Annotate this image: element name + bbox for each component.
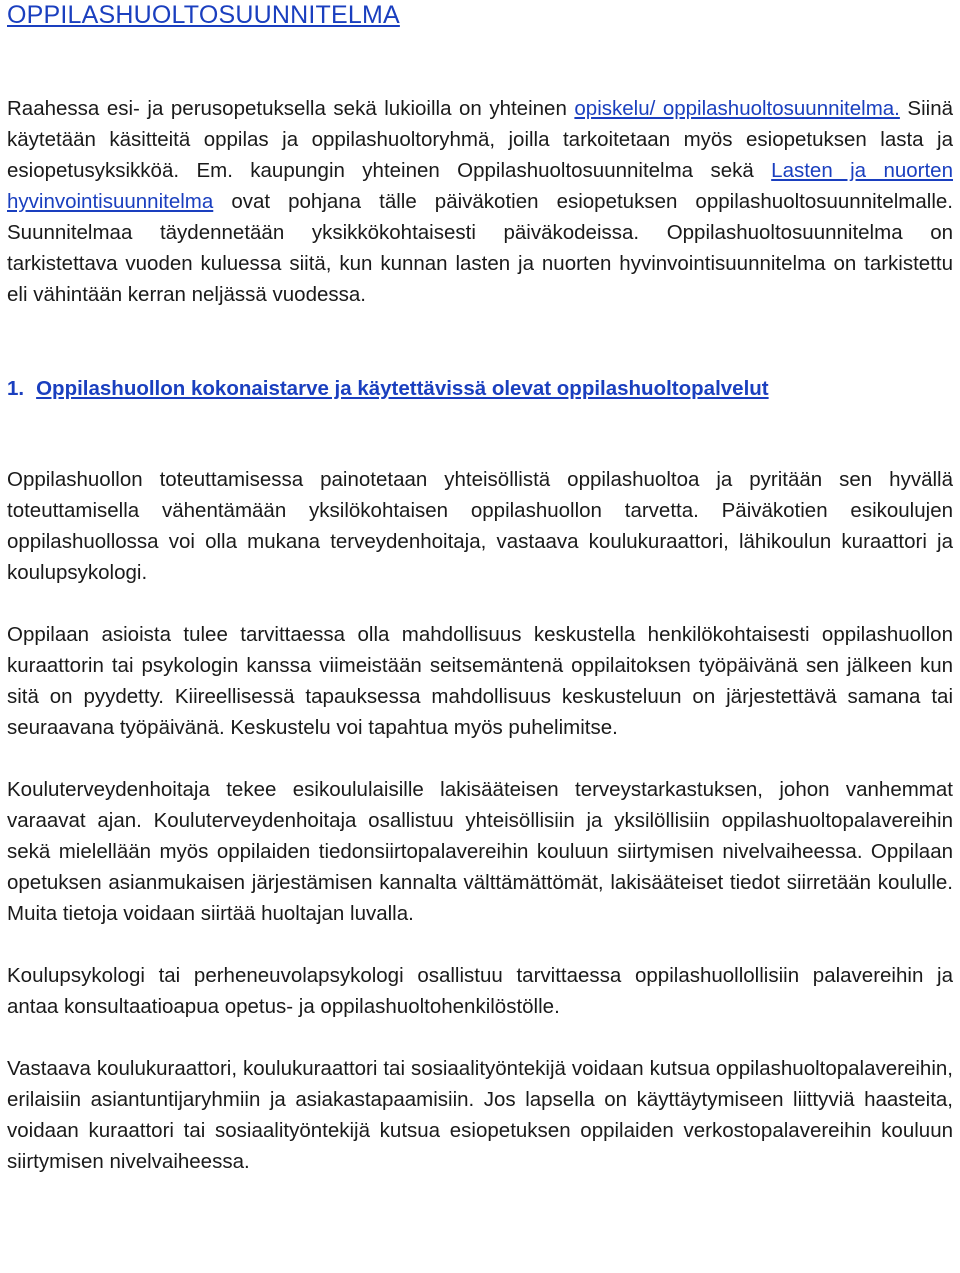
paragraph-kouluterveydenhoitaja: Kouluterveydenhoitaja tekee esikoululaisille lakisääteisen terveystarkastuksen, johon vanhemmat varaavat ajan. Kouluterveydenhoitaja osallistuu yhteisöllisiin ja yksilöllisiin oppilashuoltopalavereihin sekä mielellään myös oppilaiden tiedonsiirtopalavereihin kouluun siirtymisen nivelvaiheessa. Oppilaan opetuksen asianmukaisen järjestämisen kannalta välttämättömät, lakisääteiset tiedot siirretään koululle. Muita tietoja voidaan siirtää huoltajan luvalla. <box>7 778 953 925</box>
paragraph-yhteisollinen-oppilashuolto: Oppilashuollon toteuttamisessa painotetaan yhteisöllistä oppilashuoltoa ja pyritään sen hyvällä toteuttamisella vähentämään yksilökohtaisen oppilashuollon tarvetta. Päiväkotien esikoulujen oppilashuollossa voi olla mukana terveydenhoitaja, vastaava koulukuraattori, lähikoulun kuraattori ja koulupsykologi. <box>7 468 953 584</box>
paragraph-keskustelu: Oppilaan asioista tulee tarvittaessa olla mahdollisuus keskustella henkilökohtaisesti oppilashuollon kuraattorin tai psykologin kanssa viimeistään seitsemäntenä oppilaitoksen työpäivänä sen jälkeen kun sitä on pyydetty. Kiireellisessä tapauksessa mahdollisuus keskusteluun on järjestettävä samana tai seuraavana työpäivänä. Keskustelu voi tapahtua myös puhelimitse. <box>7 623 953 739</box>
section-number: 1. <box>7 377 25 400</box>
oppilashuoltosuunnitelma-link[interactable]: opiskelu/ oppilashuoltosuunnitelma. <box>574 97 900 120</box>
intro-paragraph <box>7 93 953 310</box>
paragraph-koulukuraattori: Vastaava koulukuraattori, koulukuraattori tai sosiaalityöntekijä voidaan kutsua oppilashuoltopalavereihin, erilaisiin asiantuntijaryhmiin ja asiakastapaamisiin. Jos lapsella on käyttäytymiseen liittyviä haasteita, voidaan kuraattori tai sosiaalityöntekijä kutsua esiopetuksen oppilaiden verkostopalavereihin kouluun siirtymisen nivelvaiheessa. <box>7 1057 953 1173</box>
intro-text-1: Raahessa esi- ja perusopetuksella sekä lukioilla on yhteinen <box>7 97 575 120</box>
section-1-heading[interactable] <box>7 374 953 404</box>
document-title: OPPILASHUOLTOSUUNNITELMA <box>7 1 400 29</box>
section-heading-text: Oppilashuollon kokonaistarve ja käytettävissä olevat oppilashuoltopalvelut <box>36 377 769 400</box>
intro-text-2: Siinä käytetään käsitteitä oppilas ja oppilashuoltoryhmä, joilla tarkoitetaan myös esiopetuksen lasta ja esiopetusyksikköä. Em. kaupungin yhteinen Oppilashuoltosuunnitelma sekä <box>7 97 954 182</box>
hyvinvointisuunnitelma-link[interactable]: Lasten ja nuorten hyvinvointisuunnitelma <box>7 159 953 213</box>
paragraph-koulupsykologi: Koulupsykologi tai perheneuvolapsykologi osallistuu tarvittaessa oppilashuollollisiin palavereihin ja antaa konsultaatioapua opetus- ja oppilashuoltohenkilöstölle. <box>7 964 953 1018</box>
intro-text-3: ovat pohjana tälle päiväkotien esiopetuksen oppilashuoltosuunnitelmalle. Suunnitelmaa täydennetään yksikkökohtaisesti päiväkodeissa. Oppilashuoltosuunnitelma on tarkistettava vuoden kuluessa siitä, kun kunnan lasten ja nuorten hyvinvointisuunnitelma on tarkistettu eli vähintään kerran neljässä vuodessa. <box>7 190 953 306</box>
